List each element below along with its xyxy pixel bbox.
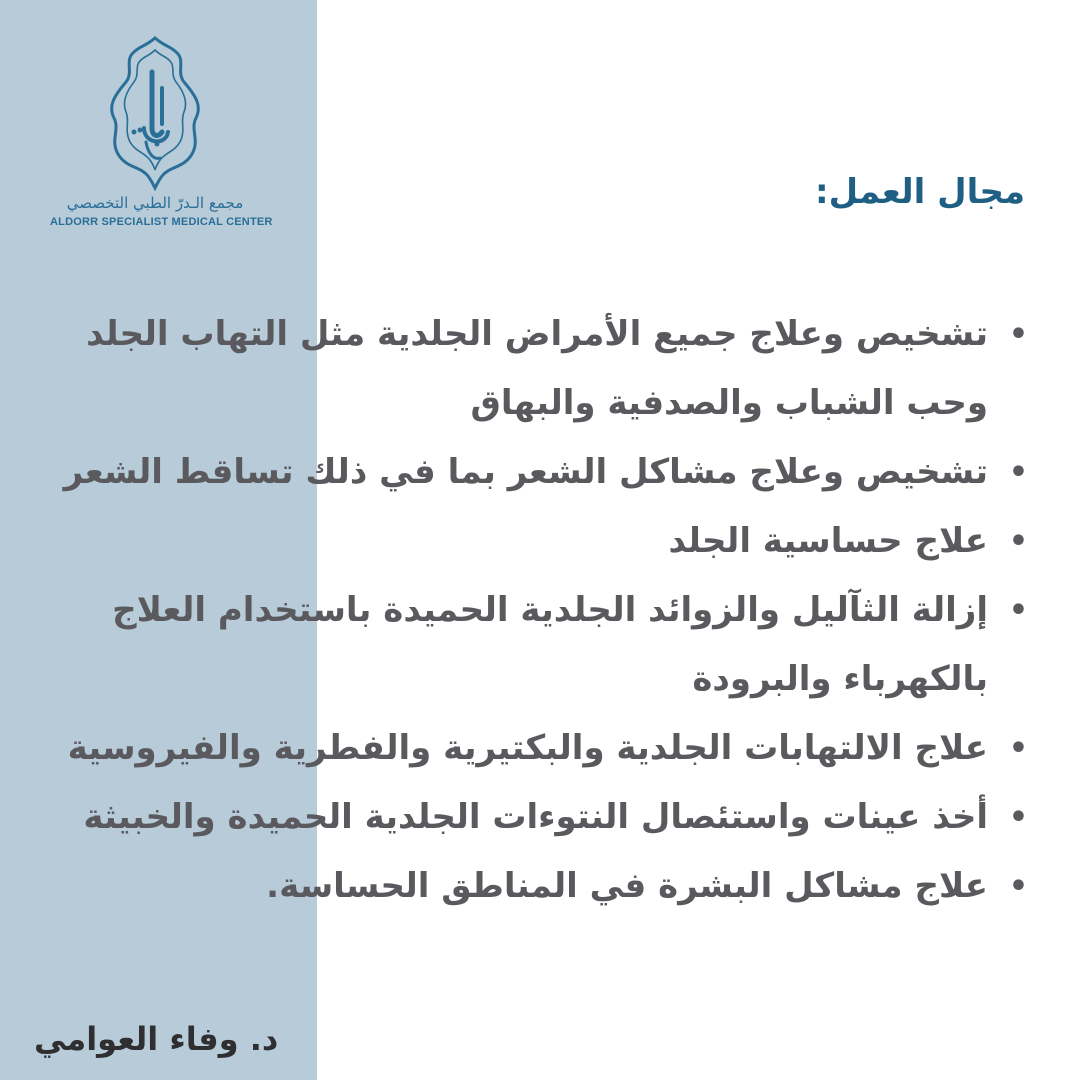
section-title: مجال العمل: <box>814 172 1025 212</box>
service-text: إزالة الثآليل والزوائد الجلدية الحميدة باستخدام العلاج بالكهرباء والبرودة <box>112 590 988 699</box>
logo-emblem-icon <box>100 32 210 192</box>
bullet-icon: • <box>1008 800 1028 835</box>
list-item <box>52 852 1028 921</box>
list-item <box>52 576 1028 714</box>
doctor-name: د. وفاء العوامي <box>34 1020 279 1058</box>
list-item <box>52 714 1028 783</box>
list-item <box>52 438 1028 507</box>
list-item <box>52 507 1028 576</box>
service-text: علاج الالتهابات الجلدية والبكتيرية والفطرية والفيروسية <box>67 728 988 768</box>
list-item <box>52 783 1028 852</box>
bullet-icon: • <box>1008 593 1028 628</box>
services-list <box>52 300 1028 921</box>
logo-name-arabic: مجمع الـدرّ الطبي التخصصي <box>66 194 244 212</box>
clinic-logo <box>50 32 273 232</box>
bullet-icon: • <box>1008 869 1028 904</box>
bullet-icon: • <box>1008 731 1028 766</box>
logo-name-english: ALDORR SPECIALIST MEDICAL CENTER <box>50 216 273 228</box>
service-text: أخذ عينات واستئصال النتوءات الجلدية الحميدة والخبيثة <box>83 797 988 837</box>
list-item <box>52 300 1028 438</box>
service-text: تشخيص وعلاج جميع الأمراض الجلدية مثل التهاب الجلد وحب الشباب والصدفية والبهاق <box>86 314 988 423</box>
bullet-icon: • <box>1008 317 1028 352</box>
service-text: علاج حساسية الجلد <box>668 521 988 561</box>
bullet-icon: • <box>1008 455 1028 490</box>
service-text: تشخيص وعلاج مشاكل الشعر بما في ذلك تساقط الشعر <box>63 452 988 492</box>
bullet-icon: • <box>1008 524 1028 559</box>
service-text: علاج مشاكل البشرة في المناطق الحساسة. <box>266 866 988 906</box>
